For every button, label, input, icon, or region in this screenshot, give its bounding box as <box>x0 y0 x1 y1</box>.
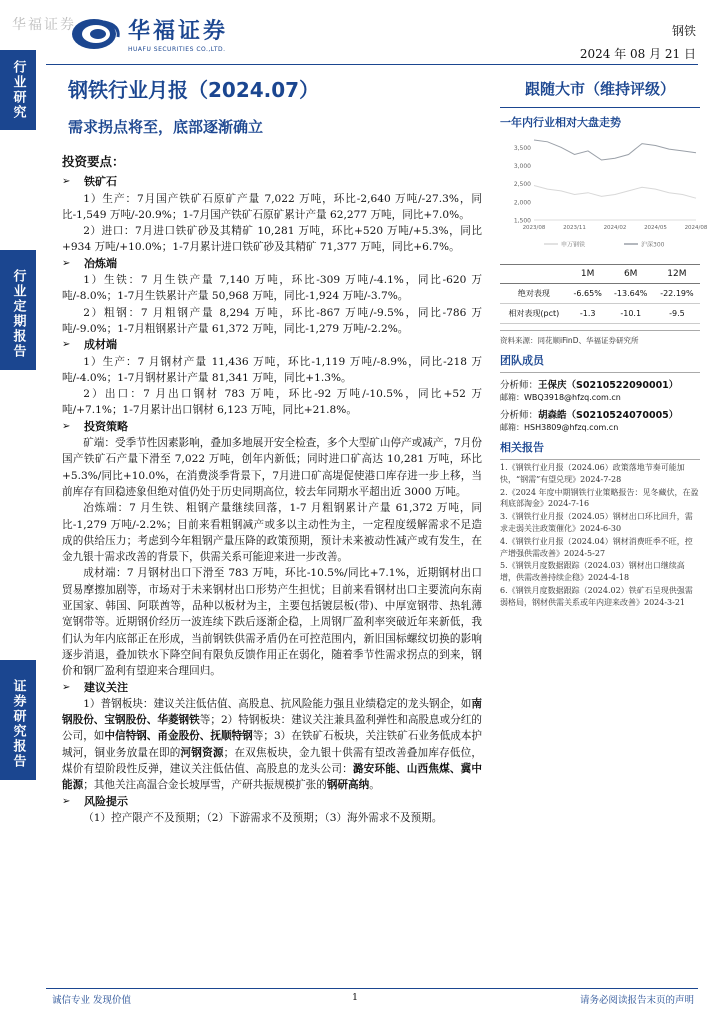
relative-performance-chart <box>500 132 708 262</box>
crude-steel-text: 2）粗钢：7 月粗钢产量 8,294 万吨，环比-867 万吨/-9.5%，同比-786 万吨/-9.0%；1-7月粗钢累计产量 61,372 万吨，同比-1,279 万吨/-2.2%。 <box>62 306 482 335</box>
industry-label: 钢铁 <box>671 24 696 38</box>
performance-table <box>500 264 700 324</box>
legend-label: 沪深300 <box>641 241 665 249</box>
arrow-icon: ➢ <box>62 257 71 269</box>
section-smelting: ➢ 冶炼端 <box>62 256 482 272</box>
chart-title: 一年内行业相对大盘走势 <box>500 116 621 129</box>
list-item[interactable]: 2.《2024 年度中期钢铁行业策略报告：见冬藏伏，在盈利底部淘金》2024-7-16 <box>500 487 699 509</box>
analyst-2: 分析师：胡森皓（S0210524070005） <box>500 410 679 421</box>
footer-slogan: 诚信专业 发现价值 <box>52 995 132 1006</box>
report-date: 2024 年 08 月 21 日 <box>579 47 696 61</box>
footer-disclaimer: 请务必阅读报告末页的声明 <box>579 995 694 1006</box>
logo-swirl-icon <box>70 17 122 51</box>
analyst-1: 分析师：王保庆（S0210522090001） <box>500 380 679 391</box>
arrow-icon: ➢ <box>62 795 71 807</box>
series-line <box>534 140 696 160</box>
section-iron-ore: ➢ 铁矿石 <box>62 174 482 190</box>
steel-production-text: 1）生产：7 月钢材产量 11,436 万吨，环比-1,119 万吨/-8.9%，同比-218 万吨/-4.0%；1-7月钢材累计产量 81,341 万吨，同比+1.3%。 <box>62 355 482 384</box>
list-item[interactable]: 6.《钢铁月度数据跟踪（2024.02）铁矿石呈现供强需弱格局，钢材供需关系或年内迎来改善》2024-3-21 <box>500 585 693 607</box>
main-content <box>62 154 482 826</box>
suggestions-text: 1）普钢板块：建议关注低估值、高股息、抗风险能力强且业绩稳定的龙头钢企，如南钢股份、宝钢股份、华菱钢铁等；2）特钢板块：建议关注兼具盈利弹性和高股息或分红的公司，如中信特钢、甬金股份、抚顺特钢等；3）在铁矿石板块，关注铁矿石业务低成本护城河，铜业务放量在即的河钢资源；在双焦板块，金九银十供需有望改善叠加库存低位，煤价有望阶段性反弹，建议关注低估值、高股息的龙头公司：潞安环能、山西焦煤、冀中能源；其他关注高温合金长坡厚雪，产研共振规模扩张的钢研高纳。 <box>62 697 483 792</box>
right-sidebar <box>500 72 708 609</box>
strategy-finished: 成材端：7 月钢材出口下滑至 783 万吨，环比-10.5%/同比+7.1%，近期钢材出口贸易摩擦加剧等，市场对于未来钢材出口形势产生担忧；目前来看钢材出口主要流向东南亚国家、韩国、阿联酋等，品种以板材为主，主要包括镀层板(带)、中厚宽钢带、热轧薄宽钢带等。近期钢价经历一波连续下跌后逐渐企稳，上周钢厂盈利率突破近年来新低，我们认为年内底部正在形成，当前钢铁供需矛盾仍在可控范围内，新旧国标螺纹切换的影响逐步消退，叠加铁水下降空间有限负反馈作用正在弱化，随着季节性需求拐点的到来，钢价和钢厂盈利有望迎来合理回归。 <box>62 567 482 678</box>
rating: 跟随大市（维持评级） <box>524 80 675 98</box>
table-row: 相对表现(pct) -1.3 -10.1 -9.5 <box>500 304 700 324</box>
y-tick-label: 2,500 <box>513 181 531 189</box>
list-item[interactable]: 5.《钢铁月度数据跟踪（2024.03）钢材出口继续高增，供需改善持续企稳》2024-4-18 <box>500 561 685 583</box>
report-subtitle: 需求拐点将至，底部逐渐确立 <box>68 118 264 136</box>
band-industry-research: 行业研究 <box>0 50 36 130</box>
logo-english-name: HUAFU SECURITIES CO.,LTD. <box>128 46 226 53</box>
page-number: 1 <box>352 992 359 1003</box>
y-tick-label: 3,000 <box>513 162 531 170</box>
y-tick-label: 2,000 <box>513 199 531 207</box>
analyst-1-email: 邮箱：WBQ3918@hfzq.com.cn <box>500 393 621 402</box>
pig-iron-text: 1）生铁：7 月生铁产量 7,140 万吨，环比-309 万吨/-4.1%，同比-620 万吨/-8.0%；1-7月生铁累计产量 50,968 万吨，同比-1,924 万吨/-3.7%。 <box>62 274 482 303</box>
report-title: 钢铁行业月报（2024.07） <box>68 78 320 102</box>
section-risk: ➢ 风险提示 <box>62 794 482 810</box>
strategy-smelting: 冶炼端：7 月生铁、粗钢产量继续回落，1-7 月粗钢累计产量 61,372 万吨，同比-1,279 万吨/-2.2%；目前来看粗钢减产或多以主动性为主，一定程度缓解需求不足造成的供给压力；考虑到今年粗钢产量压降的政策预期，预计未来被动性减产或有发生，在金九银十需求改善的背景下，供需关系可能迎来进一步改善。 <box>62 502 482 564</box>
list-item[interactable]: 4.《钢铁行业月报（2024.04）钢材消费旺季不旺，控产增强供需改善》2024-5-27 <box>500 536 693 558</box>
risk-text: （1）控产限产不及预期；（2）下游需求不及预期；（3）海外需求不及预期。 <box>83 811 443 824</box>
x-tick-label: 2023/08 <box>522 225 546 231</box>
x-tick-label: 2023/11 <box>563 225 586 231</box>
header-divider <box>46 64 698 65</box>
chart-svg <box>500 132 708 262</box>
section-strategy: ➢ 投资策略 <box>62 419 482 435</box>
arrow-icon: ➢ <box>62 339 71 351</box>
list-item[interactable]: 3.《钢铁行业月报（2024.05）钢材出口环比回升，需求走弱关注政策催化》2024-6-30 <box>500 512 693 533</box>
investment-points-heading: 投资要点： <box>62 154 125 169</box>
team-title: 团队成员 <box>500 354 544 367</box>
band-periodic-report: 行业定期报告 <box>0 250 36 370</box>
related-divider <box>500 459 700 460</box>
related-reports-list <box>500 462 700 609</box>
table-row: 绝对表现 -6.65% -13.64% -22.19% <box>500 284 700 304</box>
x-tick-label: 2024/02 <box>603 225 627 231</box>
arrow-icon: ➢ <box>62 176 71 188</box>
steel-export-text: 2）出口：7 月出口钢材 783 万吨，环比-92 万吨/-10.5%，同比+52 万吨/+7.1%；1-7月累计出口钢材 6,123 万吨，同比+21.8%。 <box>62 388 482 417</box>
section-finished-steel: ➢ 成材端 <box>62 337 482 353</box>
iron-production: 1）生产：7月国产铁矿石原矿产量 7,022 万吨，环比-2,640 万吨/-27.3%，同比-1,549 万吨/-20.9%；1-7月国产铁矿石原矿累计产量 62,277 万吨，同比+7.0%。 <box>62 192 482 221</box>
table-header-row: 1M 6M 12M <box>500 265 700 284</box>
legend-label: 申万钢铁 <box>561 241 586 249</box>
related-title: 相关报告 <box>500 441 544 454</box>
team-divider <box>500 372 700 373</box>
iron-import: 2）进口：7月进口铁矿砂及其精矿 10,281 万吨，环比+520 万吨/+5.3%，同比+934 万吨/+10.0%；1-7月累计进口铁矿砂及其精矿 71,377 万吨，同比+6.7%。 <box>62 225 482 254</box>
y-tick-label: 1,500 <box>513 217 531 225</box>
x-tick-label: 2024/05 <box>644 225 667 231</box>
x-tick-label: 2024/08 <box>684 225 708 231</box>
logo-chinese-name: 华福证券 <box>128 19 229 44</box>
arrow-icon: ➢ <box>62 420 71 432</box>
data-source: 资料来源：同花顺iFinD、华福证券研究所 <box>500 330 700 346</box>
arrow-icon: ➢ <box>62 681 71 693</box>
section-suggestions: ➢ 建议关注 <box>62 680 482 696</box>
y-tick-label: 3,500 <box>513 144 531 152</box>
company-logo <box>70 14 228 53</box>
band-securities-report: 证券研究报告 <box>0 660 36 780</box>
rating-divider <box>500 107 700 108</box>
footer-divider <box>46 988 698 989</box>
strategy-ore: 矿端：受季节性因素影响，叠加多地展开安全检查，多个大型矿山停产或减产，7月份国产铁矿石产量下滑至 7,022 万吨，创年内新低；同时进口矿高达 10,281 万吨，环比+5.3%/同比+10.0%，在消费淡季背景下，7月进口矿高堤促使港口库存进一步上移，当前库存有回稳迹象但绝对值仍处于历史同期高位，较去年同期水平超出近 3000 万吨。 <box>62 437 482 498</box>
watermark: 华福证券 <box>12 17 76 33</box>
analyst-2-email: 邮箱：HSH3809@hfzq.com.cn <box>500 423 619 432</box>
series-line <box>534 186 696 199</box>
list-item[interactable]: 1.《钢铁行业月报（2024.06）政策落地节奏可能加快，“钢需”有望兑现》2024-7-28 <box>500 463 685 484</box>
